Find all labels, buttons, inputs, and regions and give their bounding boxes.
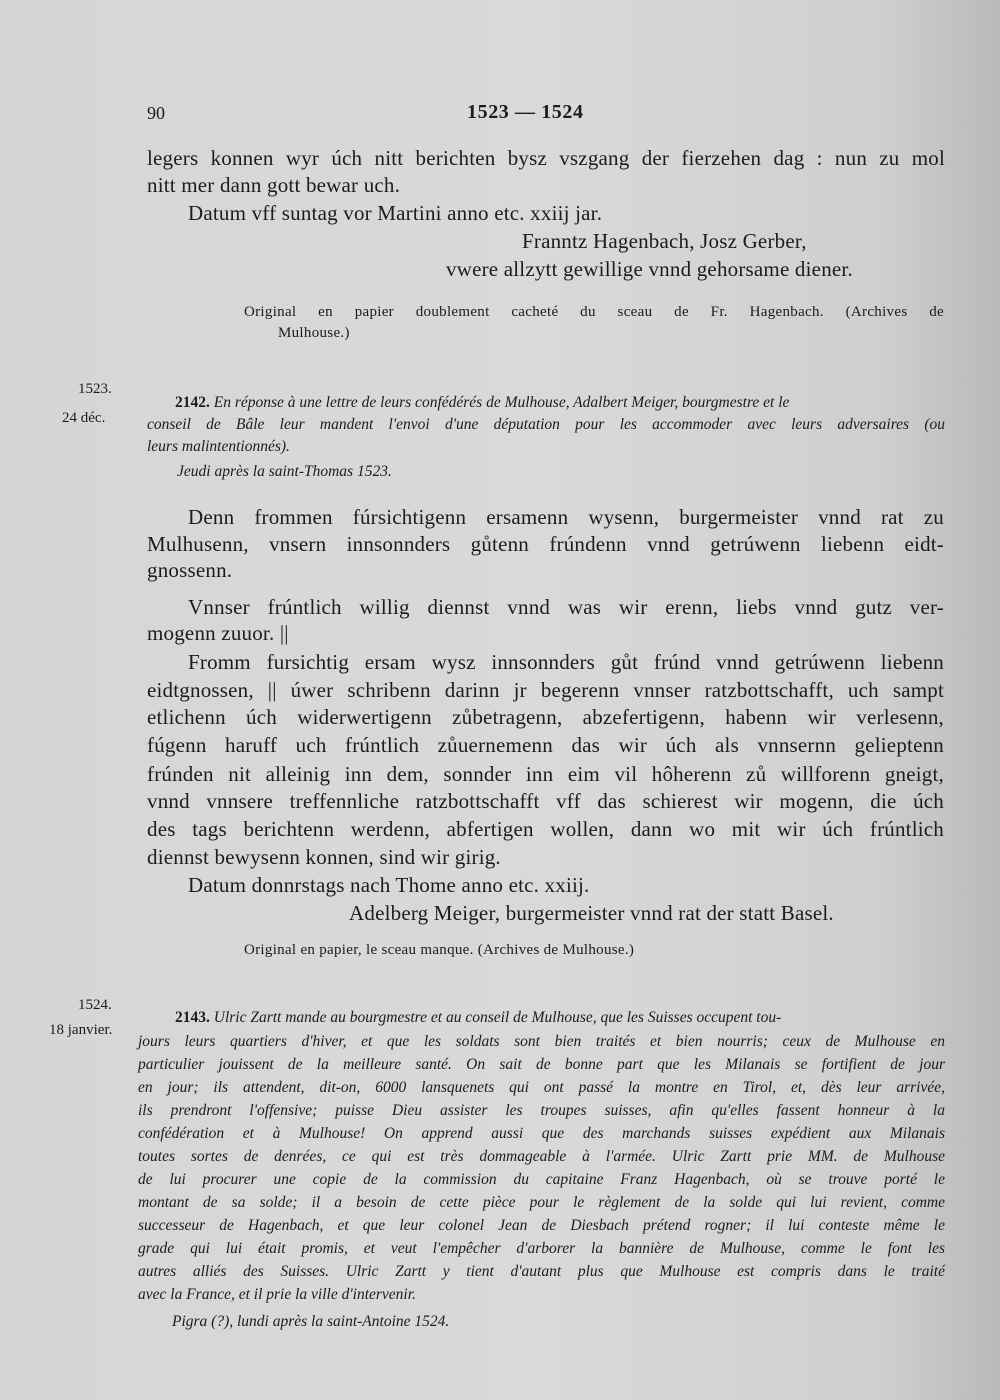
letter-line: frúnden nit alleinig inn dem, sonnder inn eim vil hôherenn zů willforenn gneigt, [147,762,944,786]
entry-summary-line [175,1009,945,1027]
letter-line: mogenn zuuor. || [147,621,289,645]
letter-line: Mulhusenn, vnsern innsonnders gůtenn frúndenn vnnd getrúwenn liebenn eidt- [147,532,944,556]
entry-summary-line [175,394,945,412]
letter-line: vnnd vnnsere treffennliche ratzbottschafft vff das schierest wir mogenn, die úch [147,789,944,813]
letter-line: des tags berichtenn werdenn, abfertigen wollen, dann wo mit wir úch frúntlich [147,817,944,841]
entry-summary-text: Ulric Zartt mande au bourgmestre et au conseil de Mulhouse, que les Suisses occupent tou- [213,1009,782,1026]
letter-line: Fromm fursichtig ersam wysz innsonnders gůt frúnd vnnd getrúwenn liebenn [188,650,944,674]
entry-summary-text: En réponse à une lettre de leurs confédérés de Mulhouse, Adalbert Meiger, bourgmestre et le [213,394,790,411]
page-number: 90 [147,103,165,123]
entry-summary-line: ils prendront l'offensive; puisse Dieu assister les troupes suisses, afin qu'elles fassent honneur à la [138,1102,945,1119]
entry-summary-line: autres alliés des Suisses. Ulric Zartt y tient d'autant plus que Mulhouse est compris dans le traité [138,1263,945,1280]
entry-summary-line: particulier jouissent de la meilleure santé. On sait de bonne part que les Milanais se fortifient de jour [138,1056,945,1073]
entry-summary-line: de lui procurer une copie de la commission du capitaine Franz Hagenbach, où se trouve porté le [138,1171,945,1188]
entry-summary-line: avec la France, et il prie la ville d'intervenir. [138,1286,416,1303]
entry-dateline: Pigra (?), lundi après la saint-Antoine 1524. [172,1313,450,1330]
letter-signature: vwere allzytt gewillige vnnd gehorsame diener. [446,257,853,281]
source-note: Original en papier doublement cacheté du sceau de Fr. Hagenbach. (Archives de [244,304,944,320]
entry-number: 2143. [175,1009,210,1026]
letter-line: Denn frommen fúrsichtigenn ersamenn wysenn, burgermeister vnnd rat zu [188,505,944,529]
entry-summary-line: conseil de Bâle leur mandent l'envoi d'une députation pour les accommoder avec leurs adversaires (ou [147,416,945,433]
letter-dateline: Datum donnrstags nach Thome anno etc. xxiij. [188,873,590,897]
letter-line: eidtgnossen, || úwer schribenn darinn jr begerenn vnnser ratzbottschafft, uch sampt [147,678,944,702]
letter-line: legers konnen wyr úch nitt berichten bysz vszgang der fierzehen dag : nun zu mol [147,146,945,170]
entry-number: 2142. [175,394,210,411]
entry-summary-line: jours leurs quartiers d'hiver, et que les soldats sont bien traités et bien nourris; ceux de Mulhouse en [138,1033,945,1050]
entry-summary-line: en jour; ils attendent, dit-on, 6000 lansquenets qui ont passé la montre en Tirol, et, dès leur arrivée, [138,1079,945,1096]
letter-line: fúgenn haruff uch frúntlich zůuernemenn das wir úch als vnnsernn gelieptenn [147,733,944,757]
margin-date: 18 janvier. [49,1022,113,1038]
entry-dateline: Jeudi après la saint-Thomas 1523. [177,463,392,480]
letter-signature: Adelberg Meiger, burgermeister vnnd rat der statt Basel. [349,901,834,925]
source-note: Mulhouse.) [278,325,350,341]
entry-summary-line: grade qui lui était promis, et veut l'empêcher d'arborer la bannière de Mulhouse, comme le font les [138,1240,945,1257]
entry-summary-line: toutes sortes de denrées, ce qui est très dommageable à l'armée. Ulric Zartt prie MM. de Mulhouse [138,1148,945,1165]
margin-year: 1523. [78,381,112,397]
letter-line: Vnnser frúntlich willig diennst vnnd was wir erenn, liebs vnnd gutz ver- [188,595,944,619]
letter-line: diennst bewysenn konnen, sind wir girig. [147,845,501,869]
letter-line: gnossenn. [147,558,233,582]
entry-summary-line: leurs malintentionnés). [147,438,290,455]
letter-signature: Franntz Hagenbach, Josz Gerber, [522,229,807,253]
letter-dateline: Datum vff suntag vor Martini anno etc. xxiij jar. [188,201,603,225]
entry-summary-line: montant de sa solde; il a besoin de cette pièce pour le règlement de la solde qui lui revient, comme [138,1194,945,1211]
margin-date: 24 déc. [62,410,106,426]
entry-summary-line: successeur de Hagenbach, et que leur colonel Jean de Diesbach prétend rogner; il lui conteste même le [138,1217,945,1234]
source-note: Original en papier, le sceau manque. (Archives de Mulhouse.) [244,942,635,958]
letter-line: nitt mer dann gott bewar uch. [147,173,401,197]
margin-year: 1524. [78,997,112,1013]
entry-summary-line: confédération et à Mulhouse! On apprend aussi que des marchands suisses expédient aux Milanais [138,1125,945,1142]
letter-line: etlichenn úch widerwertigenn zůbetragenn, abzefertigenn, habenn wir verlesenn, [147,705,944,729]
running-header-years: 1523 — 1524 [467,101,584,123]
